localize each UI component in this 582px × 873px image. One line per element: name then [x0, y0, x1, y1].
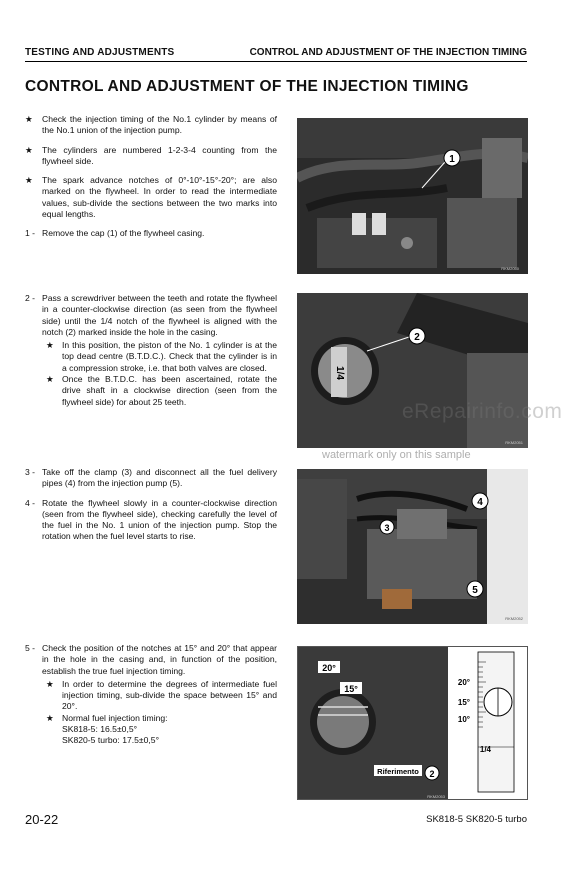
- star-icon: ★: [46, 712, 54, 723]
- note-item: ★ The spark advance notches of 0°-10°-15°-20°; are also marked on the flywheel. In order to read the intermediate values, sub-divide the sections between the two marks into equal lengths.: [25, 175, 277, 220]
- star-icon: ★: [25, 114, 33, 124]
- step-item: 4 - Rotate the flywheel slowly in a counter-clockwise direction (seen from the flywheel side), checking carefully the level of the fuel in the No. 1 union of the injection pump. Stop the rotation when the fuel level starts to rise.: [25, 497, 277, 542]
- callout-2: 2: [429, 769, 435, 779]
- note-item: ★ Check the injection timing of the No.1 cylinder by means of the No.1 union of the injection pump.: [25, 114, 277, 136]
- timing-mark-15: 15°: [344, 684, 358, 694]
- section-3-text: [25, 467, 277, 551]
- step-note: ★ In order to determine the degrees of intermediate fuel injection timing, sub-divide the space between 15° and 20°.: [46, 678, 277, 712]
- photo-engine-flywheel-cap: [297, 118, 528, 274]
- callout-2: 2: [414, 332, 420, 343]
- step-item: 5 - Check the position of the notches at 15° and 20° that appear in the hole in the casing and, in function of the position, establish the true fuel injection timing.: [25, 643, 277, 676]
- star-icon: ★: [25, 175, 33, 186]
- page-title: CONTROL AND ADJUSTMENT OF THE INJECTION TIMING: [25, 78, 469, 95]
- figure-code: RKM2050: [501, 266, 519, 271]
- watermark-site: eRepairinfo.com: [402, 400, 563, 423]
- scale-label-10: 10°: [457, 715, 470, 724]
- scale-label-20: 20°: [457, 678, 470, 687]
- spec-line: SK818-5: 16.5±0,5°: [62, 724, 138, 735]
- header-topic-label: CONTROL AND ADJUSTMENT OF THE INJECTION TIMING: [249, 47, 527, 58]
- page-number: 20-22: [25, 812, 59, 827]
- star-icon: ★: [46, 340, 54, 351]
- step-note: ★ In this position, the piston of the No. 1 cylinder is at the top dead centre (B.T.D.C.). Check that the cylinder is in a compression stroke, i.e. that both valves are closed.: [46, 340, 277, 373]
- callout-5: 5: [472, 585, 478, 596]
- scale-label-1-4: 1/4: [479, 745, 491, 754]
- header-section-label: TESTING AND ADJUSTMENTS: [25, 47, 175, 58]
- photo-injection-pump: [297, 469, 528, 624]
- figure-code: RKM2051: [505, 440, 523, 445]
- star-icon: ★: [46, 374, 54, 385]
- reference-label: Riferimento: [377, 767, 419, 776]
- photo-timing-marks: [297, 646, 528, 800]
- step-note: ★ Normal fuel injection timing:: [46, 712, 168, 723]
- note-item: ★ The cylinders are numbered 1-2-3-4 counting from the flywheel side.: [25, 144, 277, 166]
- step-item: 2 - Pass a screwdriver between the teeth and rotate the flywheel in a counter-clockwise direction (as seen from the flywheel side) until the 1/4 notch of the flywheel is aligned with the notch (2) marked inside the hole in the casing.: [25, 293, 277, 337]
- figure-code: RKM2053: [427, 794, 445, 799]
- callout-1: 1: [449, 154, 455, 165]
- header-rule: [25, 61, 527, 62]
- step-item: 1 - Remove the cap (1) of the flywheel casing.: [25, 228, 205, 239]
- watermark-note: watermark only on this sample: [322, 449, 471, 461]
- star-icon: ★: [25, 144, 33, 155]
- callout-4: 4: [477, 497, 483, 508]
- spec-line: SK820-5 turbo: 17.5±0,5°: [62, 735, 160, 746]
- section-2-text: [25, 293, 277, 408]
- section-1-text: [25, 114, 277, 248]
- timing-mark-20: 20°: [322, 663, 336, 673]
- scale-label-15: 15°: [457, 698, 470, 707]
- section-4-text: [25, 643, 277, 747]
- figure-code: RKM2052: [505, 616, 523, 621]
- star-icon: ★: [46, 678, 54, 689]
- callout-3: 3: [384, 523, 390, 533]
- photo-flywheel-notch: [297, 293, 528, 448]
- step-note: ★ Once the B.T.D.C. has been ascertained, rotate the drive shaft in a clockwise direction (seen from the flywheel side) for about 25 teeth.: [46, 374, 277, 407]
- model-names: SK818-5 SK820-5 turbo: [426, 814, 527, 825]
- flywheel-mark-1-4: 1/4: [334, 366, 345, 380]
- step-item: 3 - Take off the clamp (3) and disconnect all the fuel delivery pipes (4) from the injection pump (5).: [25, 467, 277, 489]
